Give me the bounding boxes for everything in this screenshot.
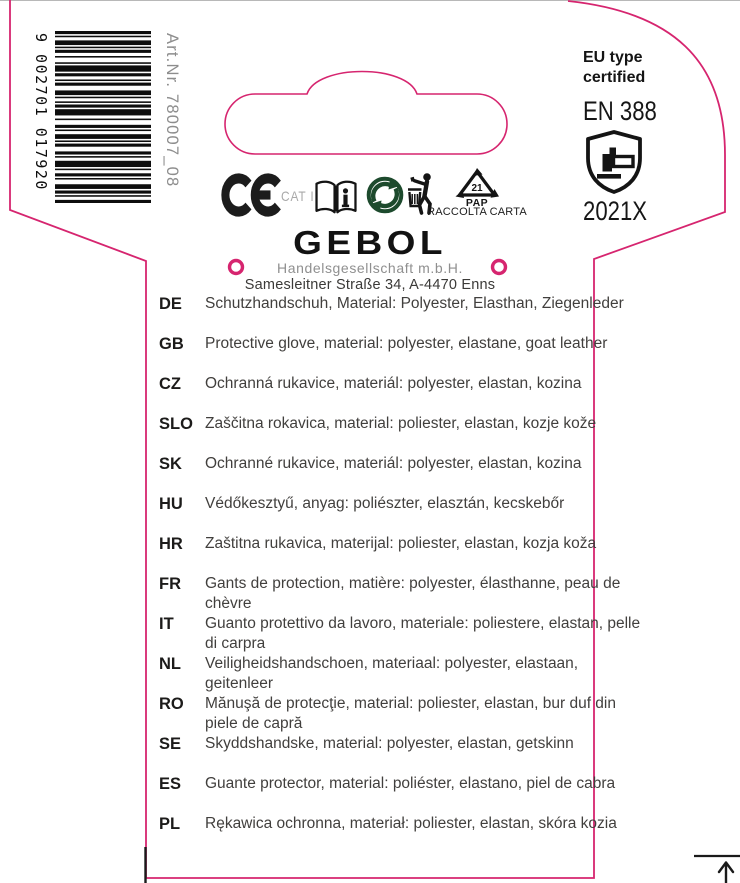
euro-slot-hole (225, 72, 507, 155)
category-label: CAT II (281, 188, 319, 204)
instruction-manual-icon (312, 179, 360, 217)
language-text: Guanto protettivo da lavoro, materiale: poliestere, elastan, pelle di carpra (205, 615, 641, 652)
language-code: ES (159, 775, 182, 793)
language-row-slo (159, 414, 643, 454)
language-row-pl (159, 814, 643, 854)
brand-address: Samesleitner Straße 34, A-4470 Enns (244, 277, 496, 293)
barcode (55, 31, 151, 203)
ce-marking-icon (211, 172, 283, 218)
language-text: Gants de protection, matière: polyester, élasthanne, peau de chèvre (205, 575, 621, 612)
language-code: SK (159, 455, 182, 473)
language-code: IT (159, 615, 174, 633)
ean-number: 9 002701 017920 (32, 33, 50, 191)
certification-title-line2: certified (583, 68, 646, 86)
language-code: DE (159, 295, 182, 313)
certification-standard: EN 388 (583, 96, 657, 126)
language-code: HU (159, 495, 183, 513)
language-row-hr (159, 534, 643, 574)
language-row-cz (159, 374, 643, 414)
language-code: SLO (159, 415, 193, 433)
language-row-gb (159, 334, 643, 374)
language-code: FR (159, 575, 181, 593)
language-text: Védőkesztyű, anyag: poliészter, elasztán, kecskebőr (205, 495, 565, 512)
cut-mark-arrow (719, 863, 733, 883)
language-row-ro (159, 694, 643, 734)
language-text: Schutzhandschuh, Material: Polyester, Elasthan, Ziegenleder (205, 295, 624, 312)
language-code: NL (159, 655, 181, 673)
language-row-de (159, 294, 643, 334)
language-code: CZ (159, 375, 181, 393)
language-text: Veiligheidshandschoen, materiaal: polyester, elastaan, geitenleer (205, 655, 579, 692)
language-row-it (159, 614, 643, 654)
recycling-triangle-icon (453, 168, 501, 198)
language-row-fr (159, 574, 643, 614)
language-text: Rękawica ochronna, materiał: poliester, elastan, skóra kozia (205, 815, 617, 832)
language-text: Skyddshandske, material: polyester, elastan, getskinn (205, 735, 574, 752)
certification-title-line1: EU type (583, 49, 643, 66)
brand-subtitle: Handelsgesellschaft m.b.H. (276, 260, 463, 276)
language-text: Zaštitna rukavica, materijal: poliester, elastan, kozja koža (205, 535, 597, 552)
certification-title (583, 48, 645, 87)
language-text: Ochranné rukavice, materiál: polyester, elastan, kozina (205, 455, 582, 472)
language-code: GB (159, 335, 184, 353)
language-code: RO (159, 695, 184, 713)
certification-rating: 2021X (583, 196, 648, 226)
language-text: Mănuşă de protecţie, material: poliester, elastan, bur duf din piele de capră (205, 695, 616, 732)
language-row-es (159, 774, 643, 814)
language-text: Zaščitna rokavica, material: poliester, elastan, kozje kože (205, 415, 597, 432)
language-text: Protective glove, material: polyester, elastane, goat leather (205, 335, 608, 352)
language-row-hu (159, 494, 643, 534)
en388-shield-icon (584, 130, 644, 194)
language-text: Guante protector, material: poliéster, elastano, piel de cabra (205, 775, 616, 792)
language-row-nl (159, 654, 643, 694)
language-list (159, 294, 643, 854)
recycling-material-label: PAP (465, 197, 489, 209)
brand-block (150, 224, 590, 293)
language-row-sk (159, 454, 643, 494)
language-code: SE (159, 735, 182, 753)
green-dot-recycle-icon (366, 176, 404, 214)
language-code: HR (159, 535, 183, 553)
recycling-code: 21 (471, 183, 483, 194)
language-text: Ochranná rukavice, materiál: polyester, elastan, kozina (205, 375, 582, 392)
language-row-se (159, 734, 643, 774)
recycling-text-label: RACCOLTA CARTA (427, 206, 527, 218)
language-code: PL (159, 815, 181, 833)
article-number: Art.Nr. 780007_08 (163, 33, 181, 188)
brand-logo: GEBOL (293, 224, 447, 261)
